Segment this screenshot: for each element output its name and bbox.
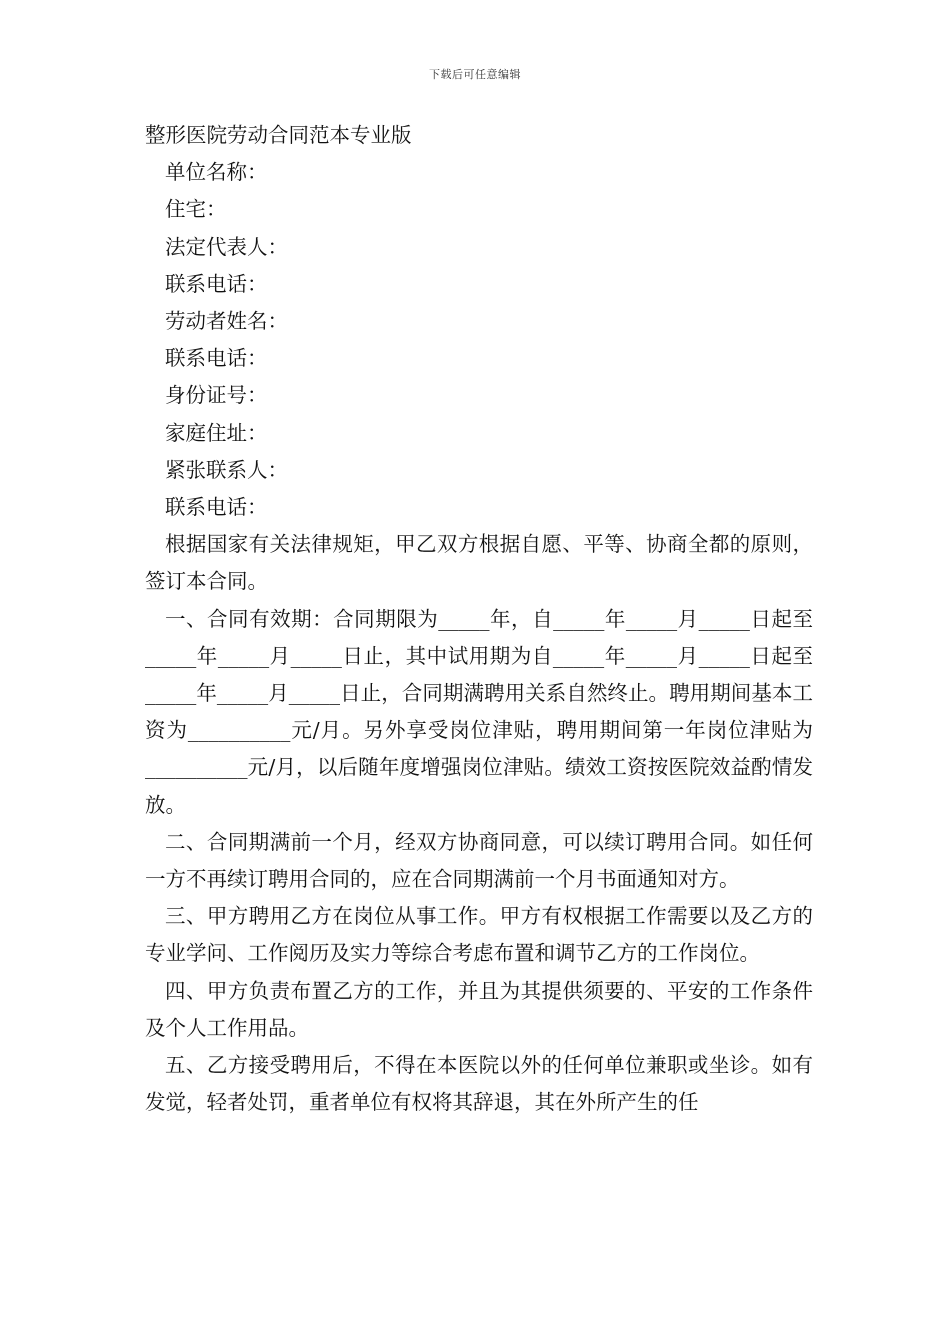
paragraph-clause-3: 三、甲方聘用乙方在岗位从事工作。甲方有权根据工作需要以及乙方的专业学问、工作阅历及实力等综合考虑布置和调节乙方的工作岗位。: [145, 904, 813, 966]
field-worker-name: 劳动者姓名：: [165, 309, 288, 334]
paragraph-clause-5: 五、乙方接受聘用后，不得在本医院以外的任何单位兼职或坐诊。如有发觉，轻者处罚，重者单位有权将其辞退，其在外所产生的任: [145, 1053, 813, 1115]
document-title: 整形医院劳动合同范本专业版: [145, 123, 412, 147]
field-emergency-contact: 紧张联系人：: [165, 457, 288, 482]
paragraph-clause-4: 四、甲方负责布置乙方的工作，并且为其提供须要的、平安的工作条件及个人工作用品。: [145, 978, 813, 1040]
field-home-address: 家庭住址：: [165, 420, 268, 445]
field-worker-phone: 联系电话：: [165, 346, 268, 371]
field-unit-name: 单位名称：: [165, 160, 268, 185]
paragraph-preamble: 根据国家有关法律规矩，甲乙双方根据自愿、平等、协商全都的原则，签订本合同。: [145, 532, 813, 594]
paragraph-clause-2: 二、合同期满前一个月，经双方协商同意，可以续订聘用合同。如任何一方不再续订聘用合同的，应在合同期满前一个月书面通知对方。: [145, 829, 813, 892]
page-header: 下载后可任意编辑: [429, 68, 521, 81]
party-info-fields: [145, 154, 813, 526]
field-emergency-phone: 联系电话：: [165, 495, 268, 520]
document-body: [145, 117, 813, 1121]
field-id-number: 身份证号：: [165, 383, 268, 408]
field-employer-phone: 联系电话：: [165, 271, 268, 296]
field-residence: 住宅：: [165, 197, 227, 222]
paragraph-clause-1: 一、合同有效期：合同期限为_____年，自_____年_____月_____日起至_____年_____月_____日止，其中试用期为自_____年_____月_____日起至_____年_____月_____日止，合同期满聘用关系自然终止。聘用期间基本工资为__________元/月。另外享受岗位津贴，聘用期间第一年岗位津贴为__________元/月，以后随年度增强岗位津贴。绩效工资按医院效益酌情发放。: [145, 606, 813, 817]
field-legal-representative: 法定代表人：: [165, 234, 288, 259]
